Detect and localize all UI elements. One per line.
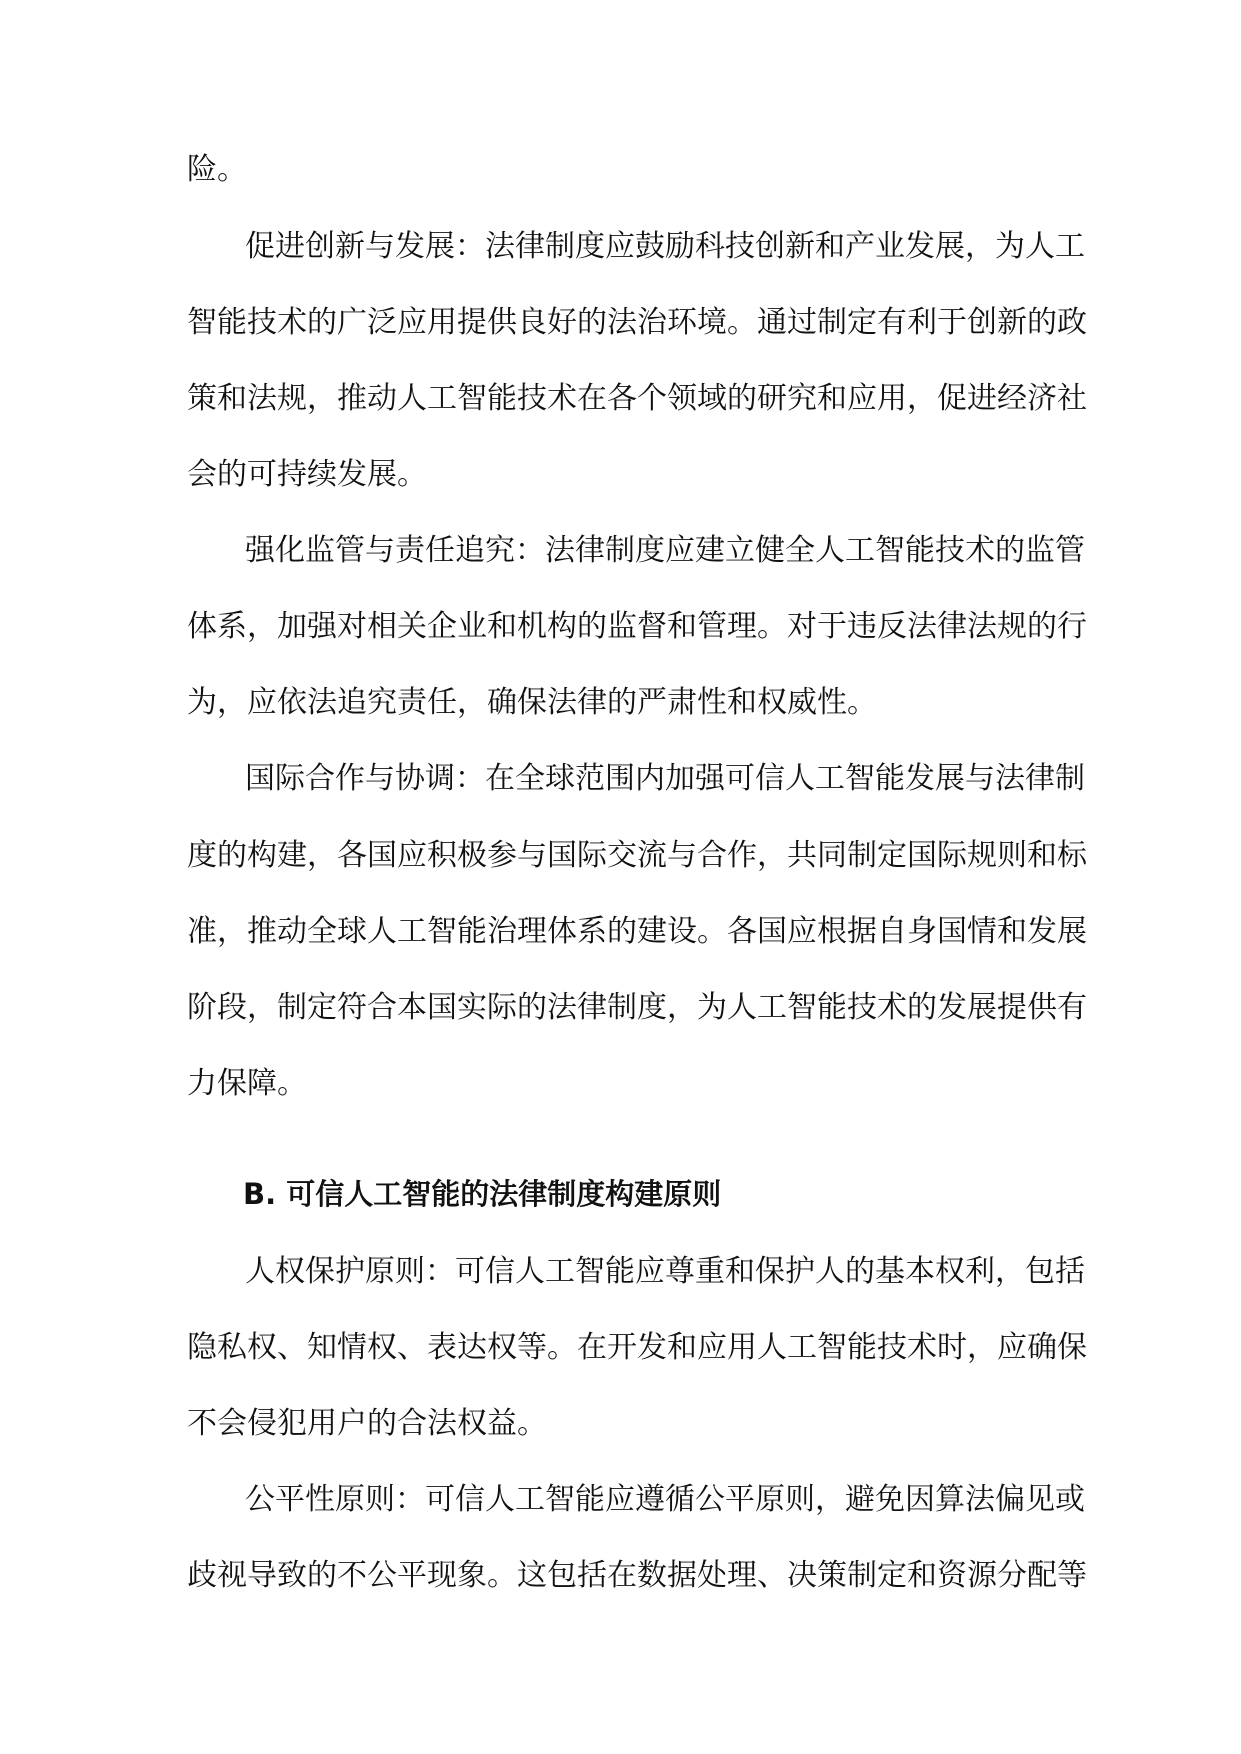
text-line-4: 策和法规，推动人工智能技术在各个领域的研究和应用，促进经济社 — [187, 381, 1087, 416]
text-line-18: 公平性原则：可信人工智能应遵循公平原则，避免因算法偏见或 — [245, 1482, 1085, 1517]
text-line-5: 会的可持续发展。 — [187, 457, 427, 492]
text-line-19: 歧视导致的不公平现象。这包括在数据处理、决策制定和资源分配等 — [187, 1558, 1087, 1593]
text-line-2: 促进创新与发展：法律制度应鼓励科技创新和产业发展，为人工 — [245, 229, 1085, 264]
text-line-7: 体系，加强对相关企业和机构的监督和管理。对于违反法律法规的行 — [187, 609, 1087, 644]
text-line-10: 度的构建，各国应积极参与国际交流与合作，共同制定国际规则和标 — [187, 838, 1087, 873]
text-line-16: 隐私权、知情权、表达权等。在开发和应用人工智能技术时，应确保 — [187, 1330, 1087, 1365]
text-line-1: 险。 — [187, 152, 247, 187]
text-line-3: 智能技术的广泛应用提供良好的法治环境。通过制定有利于创新的政 — [187, 305, 1087, 340]
text-line-11: 准，推动全球人工智能治理体系的建设。各国应根据自身国情和发展 — [187, 914, 1087, 949]
text-line-13: 力保障。 — [187, 1066, 307, 1101]
text-line-8: 为，应依法追究责任，确保法律的严肃性和权威性。 — [187, 685, 877, 720]
text-line-9: 国际合作与协调：在全球范围内加强可信人工智能发展与法律制 — [245, 761, 1085, 796]
text-line-17: 不会侵犯用户的合法权益。 — [187, 1406, 547, 1441]
text-line-6: 强化监管与责任追究：法律制度应建立健全人工智能技术的监管 — [245, 533, 1085, 568]
text-line-15: 人权保护原则：可信人工智能应尊重和保护人的基本权利，包括 — [245, 1254, 1085, 1289]
text-line-12: 阶段，制定符合本国实际的法律制度，为人工智能技术的发展提供有 — [187, 990, 1087, 1025]
section-heading: B. 可信人工智能的法律制度构建原则 — [243, 1177, 722, 1211]
